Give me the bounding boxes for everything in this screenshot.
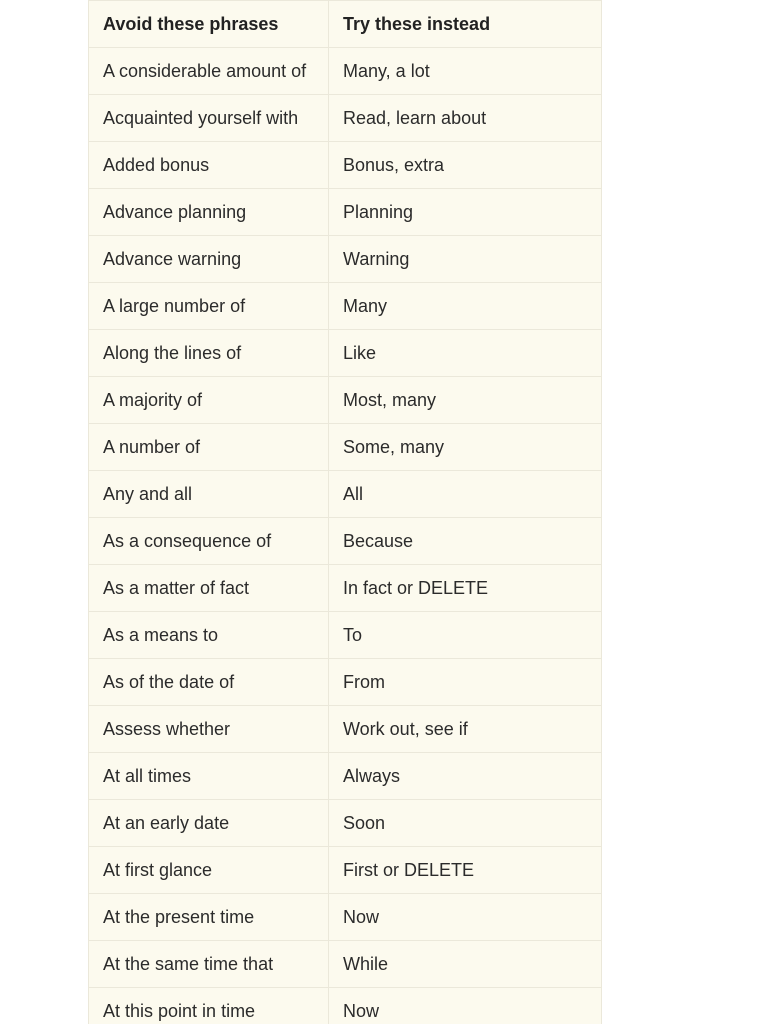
table-row — [89, 706, 602, 753]
table-row — [89, 894, 602, 941]
table-row — [89, 471, 602, 518]
table-row — [89, 377, 602, 424]
avoid-phrase-cell: Acquainted yourself with — [89, 95, 329, 142]
replacement-cell: Now — [329, 894, 602, 941]
replacement-cell: Like — [329, 330, 602, 377]
replacement-cell: Some, many — [329, 424, 602, 471]
replacement-cell: From — [329, 659, 602, 706]
table-row — [89, 941, 602, 988]
avoid-phrase-cell: At first glance — [89, 847, 329, 894]
replacement-cell: Soon — [329, 800, 602, 847]
avoid-phrase-cell: As a consequence of — [89, 518, 329, 565]
avoid-phrase-cell: Advance planning — [89, 189, 329, 236]
avoid-phrase-cell: A number of — [89, 424, 329, 471]
avoid-phrase-cell: Any and all — [89, 471, 329, 518]
table-row — [89, 659, 602, 706]
table-row — [89, 236, 602, 283]
table-row — [89, 612, 602, 659]
replacement-cell: Many, a lot — [329, 48, 602, 95]
avoid-phrase-cell: A majority of — [89, 377, 329, 424]
replacement-cell: Many — [329, 283, 602, 330]
table-row — [89, 988, 602, 1024]
header-avoid: Avoid these phrases — [89, 1, 329, 48]
table-row — [89, 565, 602, 612]
avoid-phrase-cell: At this point in time — [89, 988, 329, 1024]
table-header-row — [89, 1, 602, 48]
avoid-phrase-cell: A large number of — [89, 283, 329, 330]
table-row — [89, 847, 602, 894]
table-row — [89, 518, 602, 565]
avoid-phrase-cell: At the same time that — [89, 941, 329, 988]
replacement-cell: Warning — [329, 236, 602, 283]
replacement-cell: Always — [329, 753, 602, 800]
table-row — [89, 142, 602, 189]
avoid-phrase-cell: As of the date of — [89, 659, 329, 706]
table-body — [89, 48, 602, 1024]
replacement-cell: While — [329, 941, 602, 988]
table-row — [89, 330, 602, 377]
avoid-phrase-cell: At all times — [89, 753, 329, 800]
replacement-cell: Now — [329, 988, 602, 1024]
header-try-instead: Try these instead — [329, 1, 602, 48]
replacement-cell: To — [329, 612, 602, 659]
avoid-phrase-cell: Advance warning — [89, 236, 329, 283]
replacement-cell: In fact or DELETE — [329, 565, 602, 612]
table-row — [89, 189, 602, 236]
table-row — [89, 424, 602, 471]
table-row — [89, 48, 602, 95]
replacement-cell: Work out, see if — [329, 706, 602, 753]
avoid-phrase-cell: As a means to — [89, 612, 329, 659]
replacement-cell: Read, learn about — [329, 95, 602, 142]
table-row — [89, 800, 602, 847]
replacement-cell: Because — [329, 518, 602, 565]
replacement-cell: Most, many — [329, 377, 602, 424]
avoid-phrase-cell: As a matter of fact — [89, 565, 329, 612]
avoid-phrase-cell: At an early date — [89, 800, 329, 847]
replacement-cell: Bonus, extra — [329, 142, 602, 189]
replacement-cell: Planning — [329, 189, 602, 236]
avoid-phrase-cell: Added bonus — [89, 142, 329, 189]
avoid-phrase-cell: Assess whether — [89, 706, 329, 753]
replacement-cell: All — [329, 471, 602, 518]
avoid-phrase-cell: A considerable amount of — [89, 48, 329, 95]
table-row — [89, 753, 602, 800]
phrase-table — [88, 0, 602, 1024]
table-row — [89, 283, 602, 330]
table-row — [89, 95, 602, 142]
avoid-phrase-cell: Along the lines of — [89, 330, 329, 377]
replacement-cell: First or DELETE — [329, 847, 602, 894]
avoid-phrase-cell: At the present time — [89, 894, 329, 941]
